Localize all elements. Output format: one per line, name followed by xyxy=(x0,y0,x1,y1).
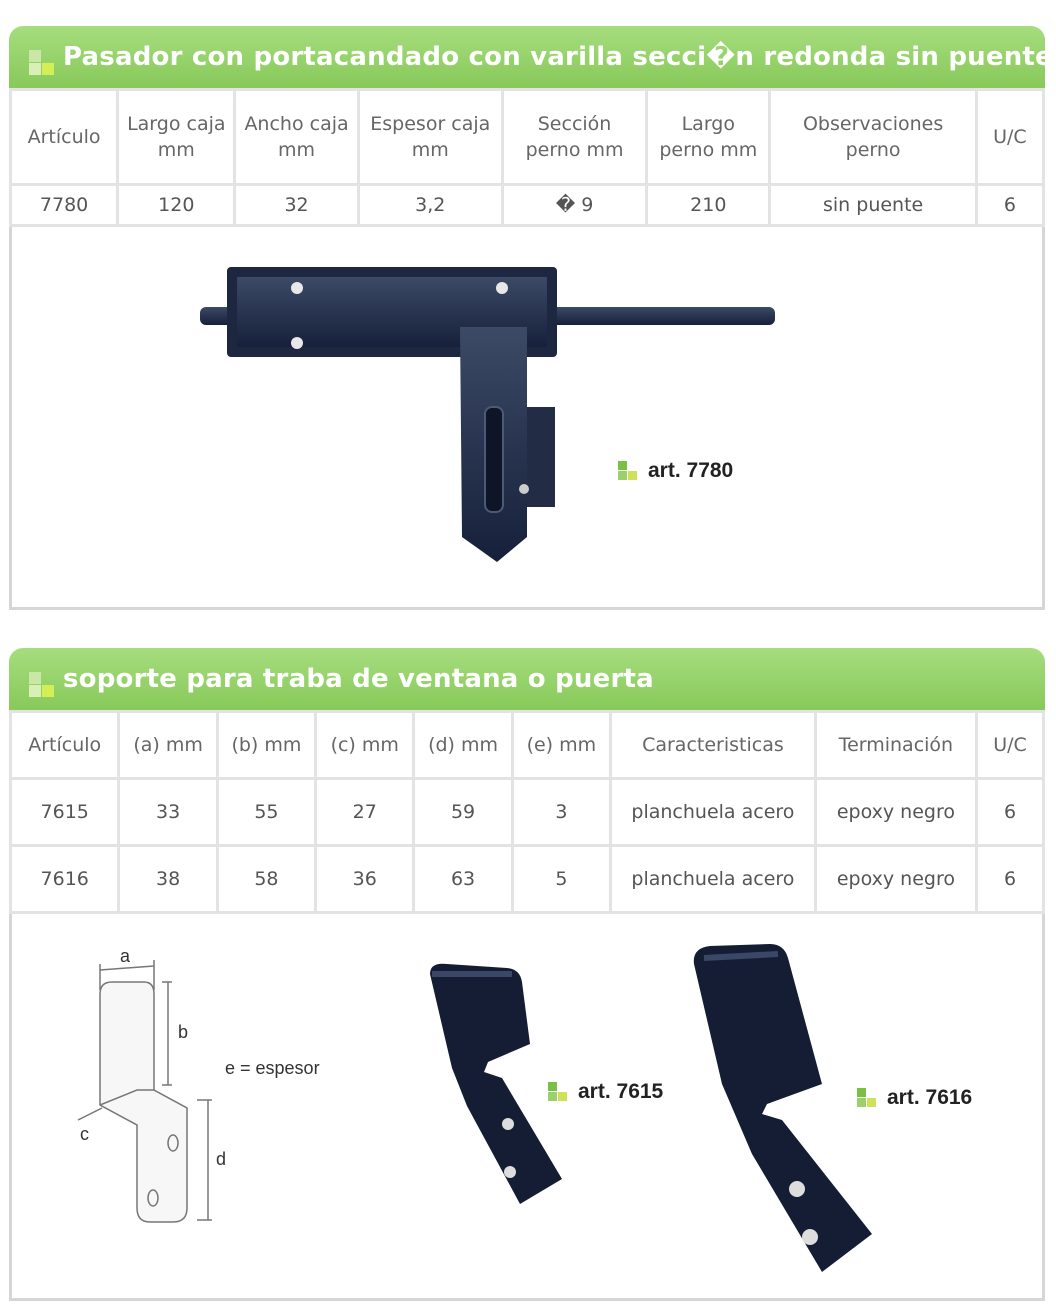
product-caption xyxy=(618,459,733,483)
column-header: Largo caja mm xyxy=(119,91,233,183)
column-header: U/C xyxy=(978,91,1042,183)
column-header: Espesor caja mm xyxy=(360,91,501,183)
table-cell: 210 xyxy=(648,186,768,224)
column-header: Observaciones perno xyxy=(771,91,974,183)
column-header: (a) mm xyxy=(120,713,215,777)
caption-text: art. 7780 xyxy=(648,459,734,482)
section-header xyxy=(9,648,1045,710)
table-cell: 3,2 xyxy=(360,186,501,224)
diagram-label-c: c xyxy=(80,1124,89,1144)
table-cell: 27 xyxy=(317,780,412,844)
table-cell: 3 xyxy=(514,780,609,844)
table-cell: 59 xyxy=(415,780,510,844)
diagram-label-d: d xyxy=(216,1149,227,1169)
table-row xyxy=(12,186,1042,224)
table-cell: 7616 xyxy=(12,847,117,911)
table-cell: 38 xyxy=(120,847,215,911)
green-squares-bullet-icon xyxy=(29,672,55,698)
column-header: (c) mm xyxy=(317,713,412,777)
table-row xyxy=(12,847,1042,911)
table-row xyxy=(12,780,1042,844)
spec-table xyxy=(9,710,1045,914)
table-cell: planchuela acero xyxy=(612,847,814,911)
column-header: Artículo xyxy=(12,91,116,183)
column-header: (e) mm xyxy=(514,713,609,777)
table-header-row xyxy=(12,713,1042,777)
table-cell: epoxy negro xyxy=(817,780,975,844)
table-cell: 7780 xyxy=(12,186,116,224)
table-cell: sin puente xyxy=(771,186,974,224)
diagram-label-a: a xyxy=(120,950,131,966)
table-cell: 6 xyxy=(978,186,1042,224)
green-squares-bullet-icon xyxy=(618,461,638,481)
section-title: soporte para traba de ventana o puerta xyxy=(63,664,654,694)
table-cell: 63 xyxy=(415,847,510,911)
caption-text: art. 7615 xyxy=(578,1080,664,1103)
table-cell: � 9 xyxy=(504,186,645,224)
table-cell: 32 xyxy=(236,186,356,224)
spec-table xyxy=(9,88,1045,227)
bracket-7616-image xyxy=(682,934,882,1274)
product-caption xyxy=(857,1086,972,1110)
caption-text: art. 7616 xyxy=(887,1086,973,1109)
bolt-latch-image xyxy=(192,257,812,617)
table-cell: 120 xyxy=(119,186,233,224)
table-cell: 6 xyxy=(978,780,1042,844)
green-squares-bullet-icon xyxy=(548,1082,568,1102)
table-cell: 55 xyxy=(219,780,314,844)
column-header: Artículo xyxy=(12,713,117,777)
table-cell: 33 xyxy=(120,780,215,844)
column-header: U/C xyxy=(978,713,1042,777)
column-header: Sección perno mm xyxy=(504,91,645,183)
product-section-support xyxy=(9,648,1045,1301)
column-header: Terminación xyxy=(817,713,975,777)
column-header: Ancho caja mm xyxy=(236,91,356,183)
product-caption xyxy=(548,1080,663,1104)
table-cell: planchuela acero xyxy=(612,780,814,844)
section-header xyxy=(9,26,1053,88)
table-cell: 6 xyxy=(978,847,1042,911)
table-cell: 7615 xyxy=(12,780,117,844)
diagram-label-b: b xyxy=(178,1022,189,1042)
section-title: Pasador con portacandado con varilla secci�n redonda sin puente xyxy=(63,42,1053,72)
diagram-note: e = espesor xyxy=(225,1058,320,1078)
table-cell: 5 xyxy=(514,847,609,911)
product-image-area xyxy=(9,227,1045,610)
green-squares-bullet-icon xyxy=(857,1088,877,1108)
column-header: Caracteristicas xyxy=(612,713,814,777)
column-header: (d) mm xyxy=(415,713,510,777)
column-header: (b) mm xyxy=(219,713,314,777)
dimension-diagram xyxy=(62,950,392,1250)
table-cell: epoxy negro xyxy=(817,847,975,911)
green-squares-bullet-icon xyxy=(29,50,55,76)
product-section-7780 xyxy=(9,26,1053,610)
table-cell: 58 xyxy=(219,847,314,911)
product-image-area xyxy=(9,914,1045,1301)
table-cell: 36 xyxy=(317,847,412,911)
table-header-row xyxy=(12,91,1042,183)
column-header: Largo perno mm xyxy=(648,91,768,183)
